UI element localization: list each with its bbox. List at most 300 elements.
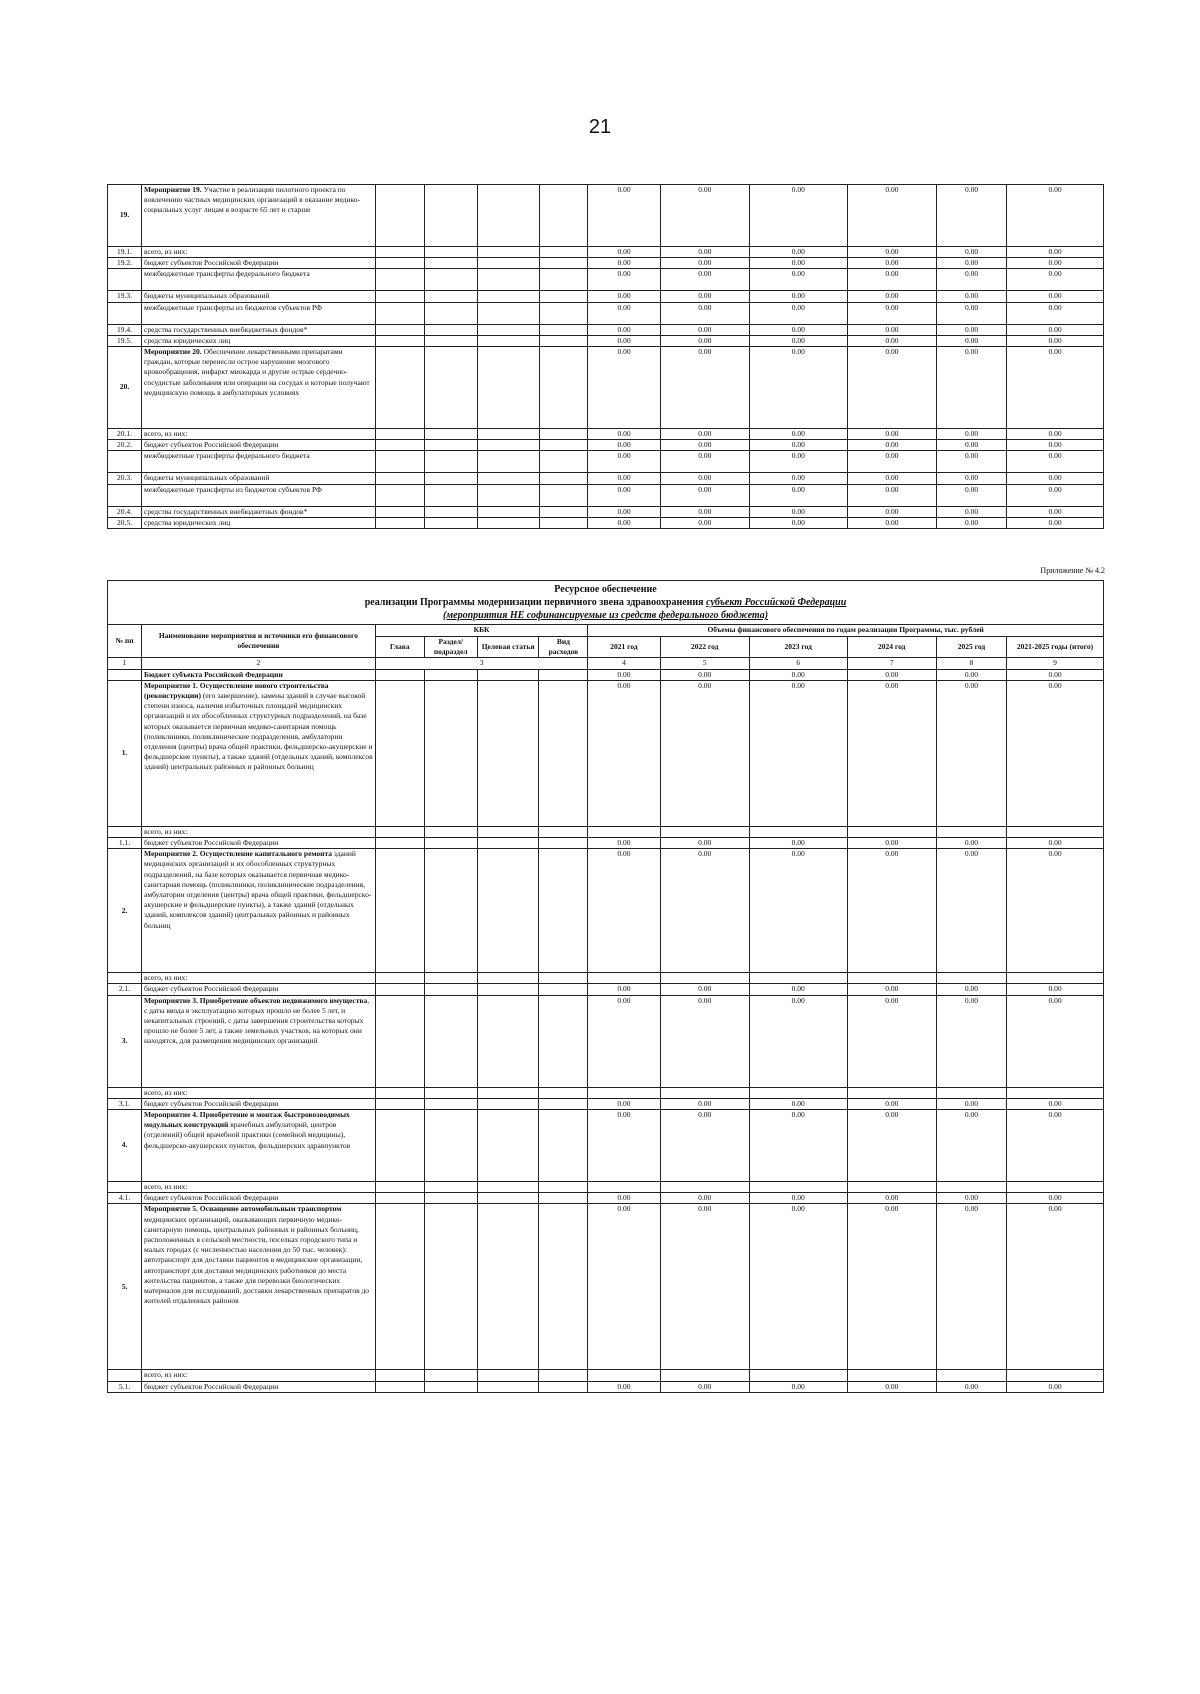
- row-name-text: всего, из них:: [144, 247, 188, 256]
- kbk-cell: [424, 984, 477, 995]
- kbk-cell: [424, 517, 477, 528]
- value-cell: 0.00: [1007, 1381, 1104, 1392]
- kbk-cell: [477, 291, 539, 302]
- kbk-cell: [477, 680, 539, 826]
- value-cell: [847, 826, 936, 837]
- value-cell: 0.00: [847, 1098, 936, 1109]
- value-cell: 0.00: [588, 838, 660, 849]
- kbk-cell: [477, 429, 539, 440]
- value-cell: 0.00: [660, 429, 749, 440]
- value-cell: [588, 1087, 660, 1098]
- kbk-cell: [539, 1087, 588, 1098]
- value-cell: [847, 1370, 936, 1381]
- kbk-cell: [539, 1182, 588, 1193]
- value-cell: 0.00: [660, 1204, 749, 1370]
- kbk-cell: [375, 669, 424, 680]
- row-name-text: межбюджетные трансферты федерального бюджета: [144, 269, 310, 279]
- value-cell: 0.00: [660, 995, 749, 1087]
- value-cell: [749, 826, 847, 837]
- row-name: [142, 1182, 376, 1193]
- value-cell: 0.00: [1007, 291, 1104, 302]
- value-cell: 0.00: [588, 1381, 660, 1392]
- column-number: 2: [142, 658, 376, 669]
- kbk-cell: [375, 269, 424, 291]
- value-cell: 0.00: [588, 347, 660, 429]
- value-cell: 0.00: [588, 680, 660, 826]
- kbk-cell: [375, 335, 424, 346]
- resource-provision-table: [107, 580, 1104, 1393]
- value-cell: 0.00: [660, 1381, 749, 1392]
- row-name: [142, 440, 376, 451]
- value-cell: 0.00: [936, 669, 1006, 680]
- kbk-cell: [375, 247, 424, 258]
- value-cell: 0.00: [660, 451, 749, 473]
- row-name: [142, 1110, 376, 1182]
- value-cell: 0.00: [749, 302, 847, 324]
- column-number: 5: [660, 658, 749, 669]
- row-name: [142, 324, 376, 335]
- value-cell: 0.00: [937, 484, 1007, 506]
- kbk-cell: [539, 1193, 588, 1204]
- row-number: 20.2.: [108, 440, 142, 451]
- value-cell: 0.00: [847, 258, 936, 269]
- header-kbk: КБК: [375, 625, 588, 637]
- value-cell: 0.00: [847, 1193, 936, 1204]
- row-name-text: бюджет субъектов Российской Федерации: [144, 1098, 279, 1108]
- value-cell: 0.00: [1007, 258, 1104, 269]
- value-cell: 0.00: [1007, 680, 1104, 826]
- kbk-cell: [477, 451, 539, 473]
- kbk-cell: [477, 1098, 539, 1109]
- row-name-text: всего, из них:: [144, 826, 188, 836]
- kbk-cell: [477, 1193, 539, 1204]
- title-line1: Ресурсное обеспечение: [554, 584, 657, 595]
- value-cell: 0.00: [660, 185, 749, 247]
- value-cell: 0.00: [936, 984, 1006, 995]
- table-row: [108, 995, 1104, 1087]
- table-row: [108, 473, 1104, 484]
- value-cell: 0.00: [588, 995, 660, 1087]
- kbk-cell: [375, 440, 424, 451]
- value-cell: 0.00: [847, 473, 936, 484]
- value-cell: 0.00: [936, 995, 1006, 1087]
- kbk-cell: [539, 247, 588, 258]
- value-cell: [749, 1370, 847, 1381]
- value-cell: 0.00: [588, 258, 660, 269]
- table-row: [108, 1381, 1104, 1392]
- value-cell: 0.00: [588, 1204, 660, 1370]
- row-number: [108, 484, 142, 506]
- value-cell: 0.00: [749, 291, 847, 302]
- value-cell: 0.00: [847, 838, 936, 849]
- kbk-cell: [477, 973, 539, 984]
- row-name-text: бюджет субъектов Российской Федерации: [144, 1381, 279, 1391]
- value-cell: 0.00: [1007, 995, 1104, 1087]
- budget-row-num: [108, 669, 142, 680]
- kbk-cell: [539, 1110, 588, 1182]
- value-cell: 0.00: [936, 680, 1006, 826]
- value-cell: 0.00: [1007, 484, 1104, 506]
- value-cell: 0.00: [660, 669, 749, 680]
- value-cell: 0.00: [1007, 473, 1104, 484]
- value-cell: 0.00: [936, 1110, 1006, 1182]
- value-cell: 0.00: [749, 484, 847, 506]
- header-num: № пп: [108, 625, 142, 658]
- value-cell: 0.00: [749, 1110, 847, 1182]
- value-cell: 0.00: [749, 247, 847, 258]
- header-year: 2021-2025 годы (итого): [1007, 637, 1104, 658]
- header-year: 2021 год: [588, 637, 660, 658]
- row-name: [142, 291, 376, 302]
- value-cell: 0.00: [847, 984, 936, 995]
- kbk-cell: [424, 451, 477, 473]
- value-cell: 0.00: [1007, 669, 1104, 680]
- row-number: 2.1.: [108, 984, 142, 995]
- value-cell: [936, 1087, 1006, 1098]
- row-name-text: бюджет субъектов Российской Федерации: [144, 984, 279, 994]
- kbk-cell: [477, 302, 539, 324]
- value-cell: [660, 826, 749, 837]
- value-cell: [936, 1370, 1006, 1381]
- kbk-cell: [424, 1381, 477, 1392]
- kbk-cell: [375, 291, 424, 302]
- row-name: [142, 451, 376, 473]
- value-cell: 0.00: [936, 838, 1006, 849]
- kbk-cell: [477, 247, 539, 258]
- row-name-text: межбюджетные трансферты федерального бюджета: [144, 451, 310, 461]
- kbk-cell: [539, 429, 588, 440]
- header-volumes: Объемы финансового обеспечения по годам реализации Программы, тыс. рублей: [588, 625, 1104, 637]
- kbk-cell: [477, 185, 539, 247]
- kbk-cell: [539, 258, 588, 269]
- kbk-cell: [539, 1381, 588, 1392]
- value-cell: 0.00: [1007, 1110, 1104, 1182]
- column-number: 9: [1007, 658, 1104, 669]
- row-number: 5.: [108, 1204, 142, 1370]
- kbk-cell: [375, 451, 424, 473]
- column-number: 1: [108, 658, 142, 669]
- kbk-cell: [539, 269, 588, 291]
- row-name-text: средства юридических лиц: [144, 517, 231, 527]
- row-number: 19.3.: [108, 291, 142, 302]
- title-line2: [108, 596, 1103, 609]
- column-number: 8: [936, 658, 1006, 669]
- value-cell: 0.00: [847, 429, 936, 440]
- kbk-cell: [424, 680, 477, 826]
- row-name: [142, 680, 376, 826]
- value-cell: 0.00: [937, 451, 1007, 473]
- value-cell: 0.00: [749, 517, 847, 528]
- value-cell: 0.00: [937, 335, 1007, 346]
- value-cell: 0.00: [588, 506, 660, 517]
- kbk-cell: [424, 669, 477, 680]
- kbk-cell: [539, 484, 588, 506]
- kbk-cell: [424, 995, 477, 1087]
- header-vid: Вид расходов: [539, 637, 588, 658]
- row-number: 3.: [108, 995, 142, 1087]
- row-name-text: Участие в реализации пилотного проекта по вовлечению частных медицинских организаций в оказание медико-социальных услуг лицам в возрасте 65 лет и старше: [144, 185, 361, 215]
- row-name: [142, 838, 376, 849]
- row-number: 5.1.: [108, 1381, 142, 1392]
- row-number: 20.5.: [108, 517, 142, 528]
- header-year: 2025 год: [936, 637, 1006, 658]
- table-row: [108, 302, 1104, 324]
- value-cell: 0.00: [749, 258, 847, 269]
- kbk-cell: [539, 669, 588, 680]
- value-cell: [936, 973, 1006, 984]
- value-cell: 0.00: [937, 247, 1007, 258]
- value-cell: 0.00: [937, 506, 1007, 517]
- row-number: [108, 1370, 142, 1381]
- kbk-cell: [477, 473, 539, 484]
- row-name-bold: Мероприятие 5. Оснащение автомобильным транспортом: [144, 1204, 342, 1214]
- value-cell: 0.00: [660, 473, 749, 484]
- table-row: [108, 1087, 1104, 1098]
- value-cell: 0.00: [937, 269, 1007, 291]
- value-cell: 0.00: [1007, 185, 1104, 247]
- kbk-cell: [375, 984, 424, 995]
- row-name-bold: Мероприятие 19.: [144, 185, 202, 194]
- value-cell: 0.00: [588, 849, 660, 973]
- row-number: 1.: [108, 680, 142, 826]
- value-cell: 0.00: [936, 849, 1006, 973]
- row-name: [142, 826, 376, 837]
- row-number: 20.1.: [108, 429, 142, 440]
- kbk-cell: [539, 335, 588, 346]
- row-name: [142, 984, 376, 995]
- row-name: [142, 258, 376, 269]
- value-cell: 0.00: [1007, 347, 1104, 429]
- kbk-cell: [477, 484, 539, 506]
- header-glava: Глава: [375, 637, 424, 658]
- value-cell: 0.00: [588, 185, 660, 247]
- value-cell: [749, 1087, 847, 1098]
- kbk-cell: [539, 826, 588, 837]
- kbk-cell: [424, 335, 477, 346]
- table-row: [108, 484, 1104, 506]
- row-number: 20.3.: [108, 473, 142, 484]
- row-name-bold: Мероприятие 4. Приобретение и монтаж быстровозводимых модульных конструкций: [144, 1110, 350, 1130]
- header-name: Наименование мероприятия и источники его финансового обеспечения: [142, 625, 376, 658]
- kbk-cell: [424, 1370, 477, 1381]
- value-cell: 0.00: [588, 247, 660, 258]
- kbk-cell: [424, 429, 477, 440]
- kbk-cell: [477, 838, 539, 849]
- kbk-cell: [477, 324, 539, 335]
- title-line2-prefix: реализации Программы модернизации первичного звена здравоохранения: [364, 597, 707, 608]
- value-cell: [588, 973, 660, 984]
- kbk-cell: [424, 1193, 477, 1204]
- row-name: [142, 849, 376, 973]
- row-name: [142, 517, 376, 528]
- kbk-cell: [539, 973, 588, 984]
- kbk-cell: [375, 973, 424, 984]
- table-row: [108, 440, 1104, 451]
- kbk-cell: [539, 440, 588, 451]
- value-cell: 0.00: [936, 1098, 1006, 1109]
- value-cell: [1007, 1087, 1104, 1098]
- value-cell: 0.00: [749, 984, 847, 995]
- value-cell: 0.00: [588, 669, 660, 680]
- row-number: [108, 826, 142, 837]
- value-cell: 0.00: [660, 680, 749, 826]
- table-row: [108, 506, 1104, 517]
- value-cell: 0.00: [847, 484, 936, 506]
- row-name-text: средства государственных внебюджетных фондов*: [144, 324, 308, 334]
- row-name: [142, 1370, 376, 1381]
- column-number: 7: [847, 658, 936, 669]
- row-number: 2.: [108, 849, 142, 973]
- row-name: [142, 1193, 376, 1204]
- kbk-cell: [477, 269, 539, 291]
- row-name: [142, 347, 376, 429]
- value-cell: 0.00: [847, 1110, 936, 1182]
- kbk-cell: [477, 1370, 539, 1381]
- value-cell: 0.00: [1007, 440, 1104, 451]
- kbk-cell: [424, 973, 477, 984]
- value-cell: 0.00: [660, 440, 749, 451]
- kbk-cell: [539, 506, 588, 517]
- value-cell: 0.00: [1007, 1098, 1104, 1109]
- value-cell: 0.00: [588, 335, 660, 346]
- header-year: 2023 год: [749, 637, 847, 658]
- kbk-cell: [477, 995, 539, 1087]
- value-cell: 0.00: [588, 484, 660, 506]
- row-name: [142, 1087, 376, 1098]
- row-name-text: средства юридических лиц: [144, 335, 231, 345]
- row-number: 1.1.: [108, 838, 142, 849]
- row-name-text: всего, из них:: [144, 1087, 188, 1097]
- title-line3: (мероприятия НЕ софинансируемые из средств федерального бюджета): [442, 610, 769, 621]
- value-cell: 0.00: [937, 473, 1007, 484]
- kbk-cell: [424, 1110, 477, 1182]
- kbk-cell: [477, 1110, 539, 1182]
- value-cell: 0.00: [749, 1381, 847, 1392]
- value-cell: 0.00: [937, 440, 1007, 451]
- kbk-cell: [375, 1110, 424, 1182]
- table-row: [108, 826, 1104, 837]
- value-cell: [936, 1182, 1006, 1193]
- value-cell: 0.00: [588, 1098, 660, 1109]
- value-cell: 0.00: [936, 1204, 1006, 1370]
- kbk-cell: [375, 1098, 424, 1109]
- value-cell: 0.00: [660, 1098, 749, 1109]
- kbk-cell: [539, 849, 588, 973]
- column-number: 6: [749, 658, 847, 669]
- row-name-text: бюджет субъектов Российской Федерации: [144, 838, 279, 848]
- value-cell: 0.00: [847, 302, 936, 324]
- row-name: [142, 995, 376, 1087]
- row-number: [108, 302, 142, 324]
- value-cell: 0.00: [749, 335, 847, 346]
- table-row: [108, 429, 1104, 440]
- kbk-cell: [375, 185, 424, 247]
- column-number: 3: [375, 658, 588, 669]
- kbk-cell: [375, 302, 424, 324]
- value-cell: [588, 1370, 660, 1381]
- value-cell: 0.00: [1007, 302, 1104, 324]
- value-cell: [588, 826, 660, 837]
- row-name-text: всего, из них:: [144, 1182, 188, 1192]
- table-row: [108, 1204, 1104, 1370]
- row-name: [142, 1381, 376, 1392]
- row-name: [142, 1098, 376, 1109]
- page-number: 21: [588, 116, 612, 138]
- value-cell: 0.00: [588, 984, 660, 995]
- kbk-cell: [424, 347, 477, 429]
- value-cell: [847, 973, 936, 984]
- row-number: 19.: [108, 185, 142, 247]
- table-row: [108, 1193, 1104, 1204]
- row-name-text: бюджеты муниципальных образований: [144, 291, 270, 301]
- table-row: [108, 984, 1104, 995]
- kbk-cell: [375, 517, 424, 528]
- value-cell: [1007, 826, 1104, 837]
- kbk-cell: [424, 838, 477, 849]
- row-number: [108, 451, 142, 473]
- value-cell: 0.00: [937, 302, 1007, 324]
- value-cell: 0.00: [749, 440, 847, 451]
- row-name-text: , с даты ввода в эксплуатацию которых прошло не более 5 лет, и некапитальных строений, с даты завершения строительства которых прошло не более 5 лет, а также земельных участков, на которых они находятся, для размещения медицинских организаций: [144, 995, 370, 1046]
- row-number: 20.4.: [108, 506, 142, 517]
- value-cell: 0.00: [847, 506, 936, 517]
- header-celevaya: Целевая статья: [477, 637, 539, 658]
- table-row: [108, 680, 1104, 826]
- value-cell: [749, 973, 847, 984]
- kbk-cell: [539, 185, 588, 247]
- resource-table-continuation: [107, 184, 1104, 529]
- kbk-cell: [539, 302, 588, 324]
- table-row: [108, 849, 1104, 973]
- row-name-bold: Мероприятие 20.: [144, 347, 202, 357]
- kbk-cell: [477, 669, 539, 680]
- table-row: [108, 451, 1104, 473]
- value-cell: 0.00: [660, 247, 749, 258]
- value-cell: 0.00: [847, 680, 936, 826]
- table-row: [108, 973, 1104, 984]
- table-row: [108, 247, 1104, 258]
- value-cell: 0.00: [749, 1193, 847, 1204]
- kbk-cell: [375, 506, 424, 517]
- kbk-cell: [539, 1370, 588, 1381]
- value-cell: 0.00: [660, 258, 749, 269]
- budget-row-name: Бюджет субъекта Российской Федерации: [142, 669, 376, 680]
- kbk-cell: [424, 247, 477, 258]
- kbk-cell: [424, 185, 477, 247]
- table-row: [108, 517, 1104, 528]
- kbk-cell: [477, 826, 539, 837]
- value-cell: 0.00: [847, 247, 936, 258]
- kbk-cell: [375, 1087, 424, 1098]
- value-cell: 0.00: [847, 995, 936, 1087]
- row-name-text: бюджет субъектов Российской Федерации: [144, 440, 279, 450]
- kbk-cell: [375, 1204, 424, 1370]
- kbk-cell: [375, 838, 424, 849]
- value-cell: [660, 1182, 749, 1193]
- value-cell: 0.00: [660, 335, 749, 346]
- kbk-cell: [424, 258, 477, 269]
- value-cell: 0.00: [749, 473, 847, 484]
- value-cell: [847, 1182, 936, 1193]
- value-cell: 0.00: [1007, 324, 1104, 335]
- value-cell: 0.00: [847, 1381, 936, 1392]
- kbk-cell: [477, 335, 539, 346]
- row-number: 19.1.: [108, 247, 142, 258]
- value-cell: 0.00: [660, 269, 749, 291]
- row-name-bold: Мероприятие 2. Осуществление капитального ремонта: [144, 849, 333, 859]
- value-cell: 0.00: [937, 324, 1007, 335]
- kbk-cell: [539, 680, 588, 826]
